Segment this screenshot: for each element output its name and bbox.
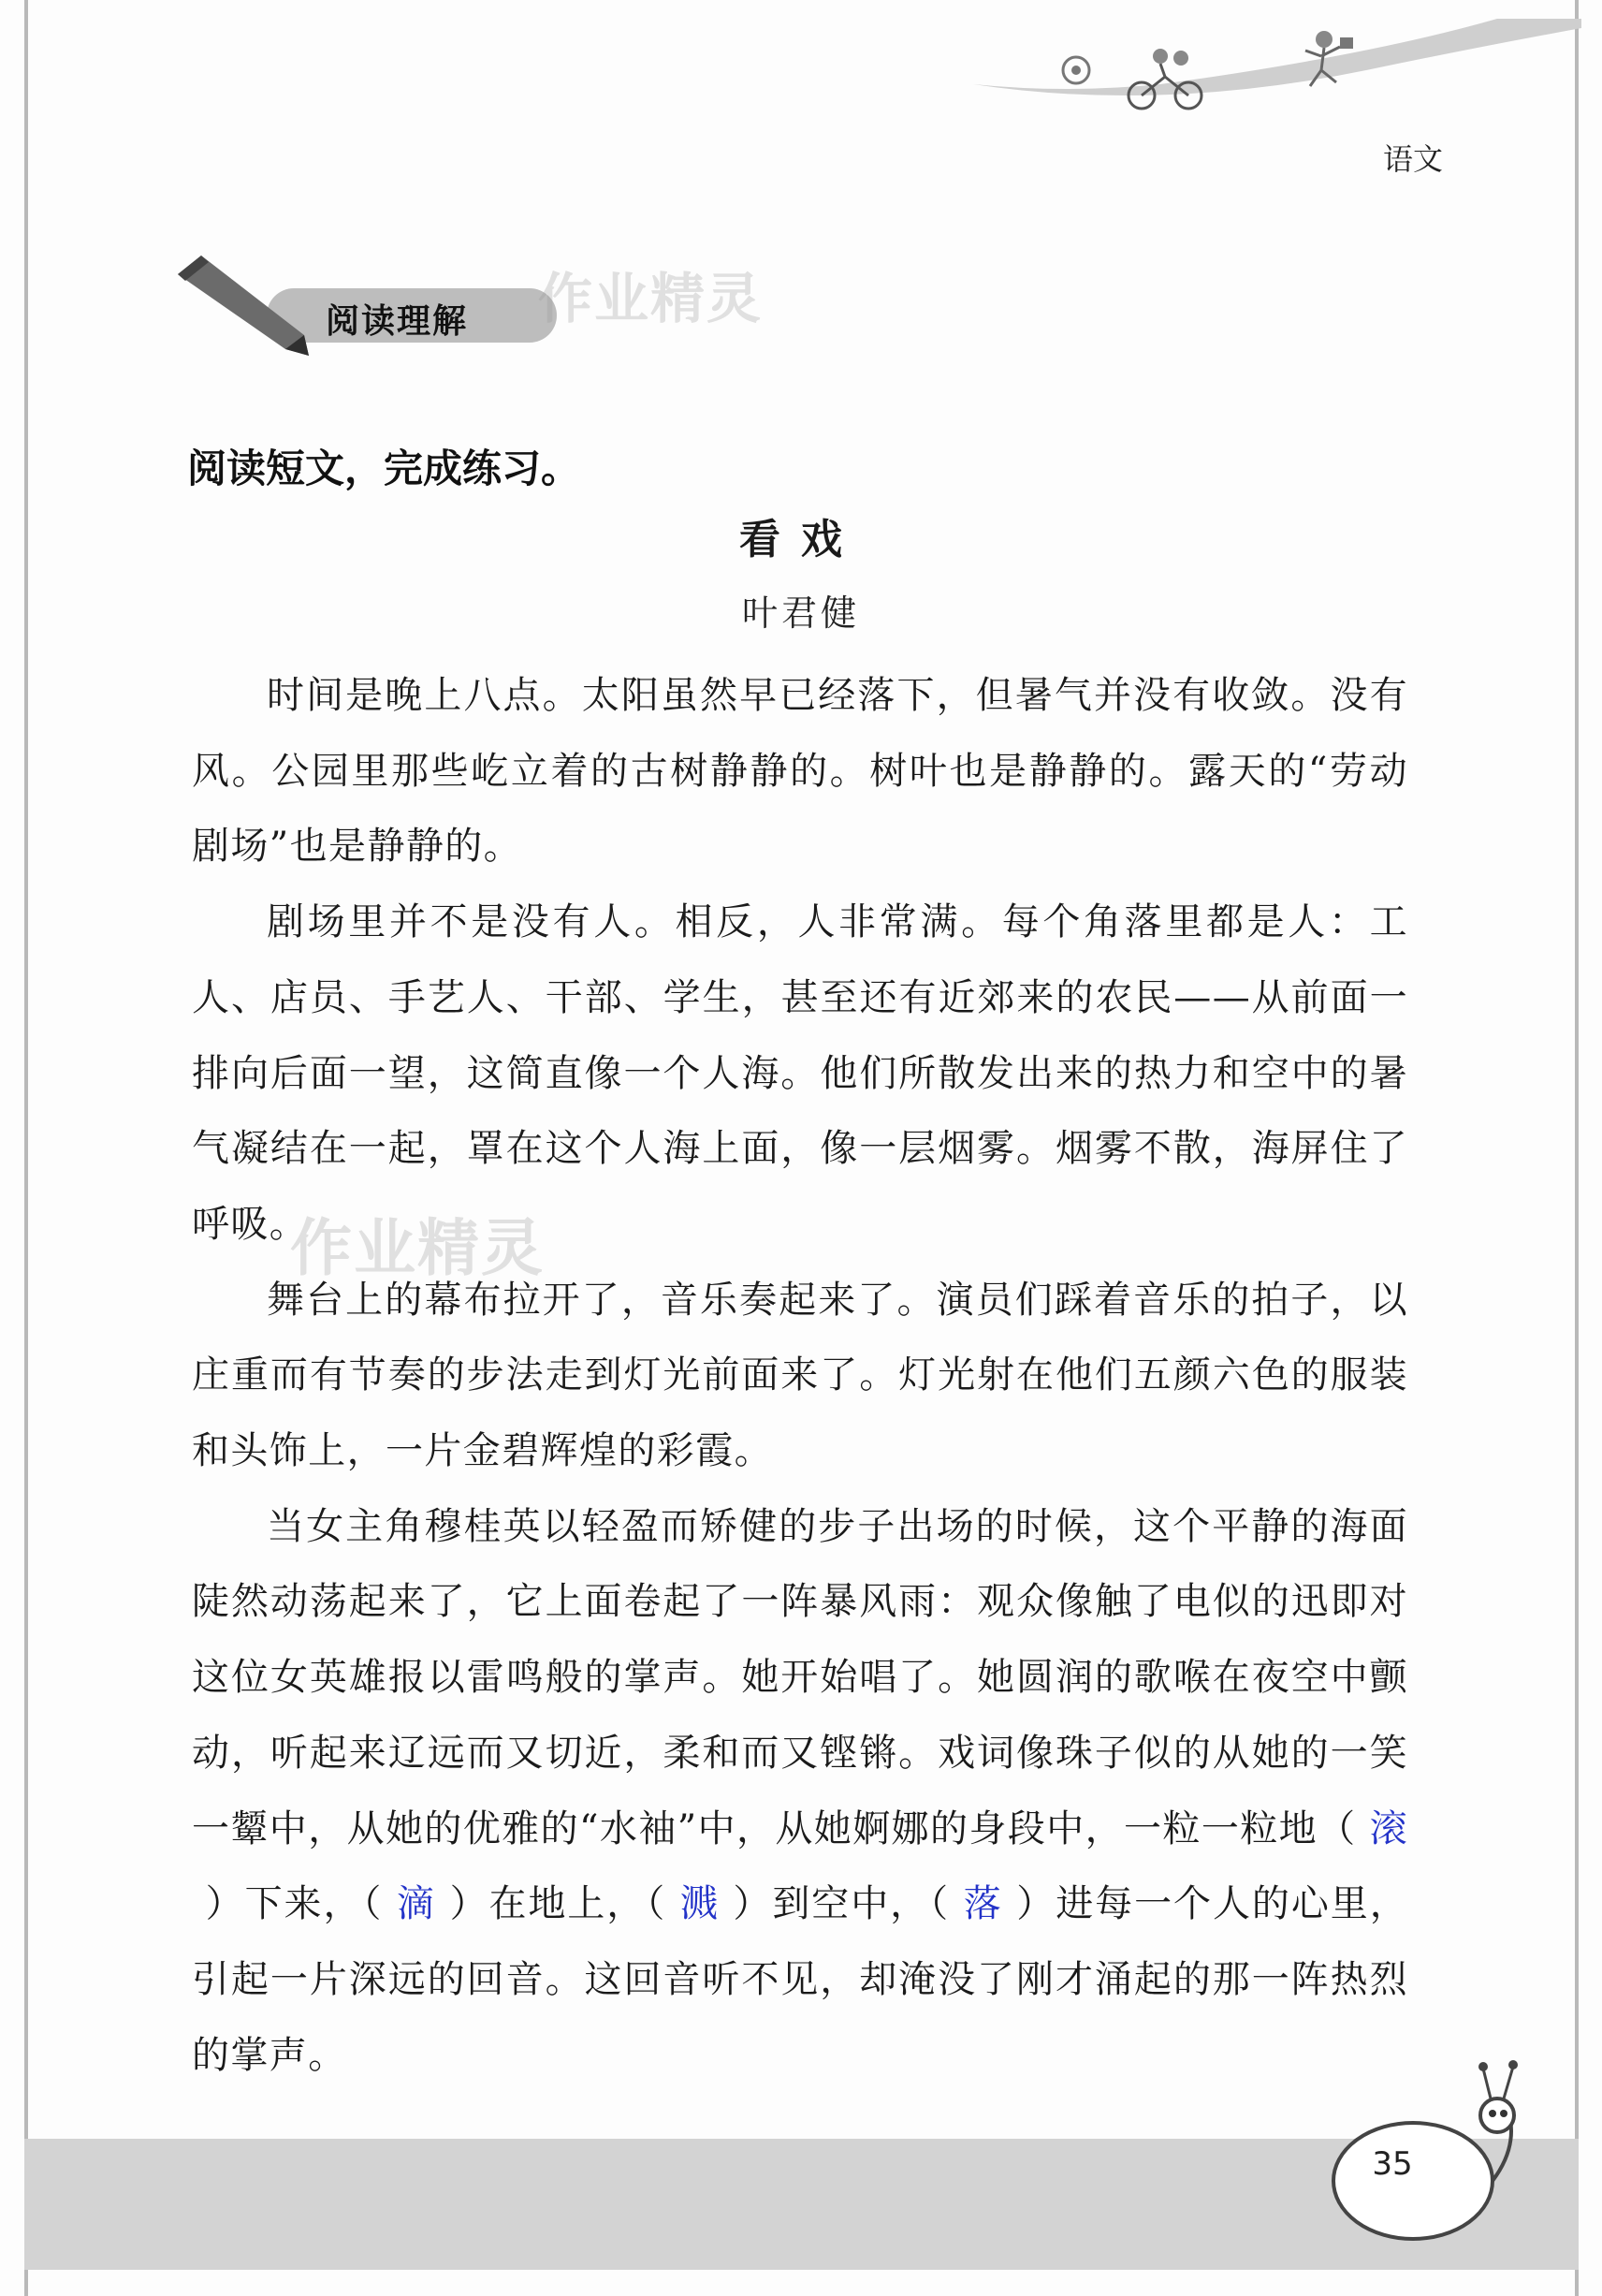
article-body — [192, 658, 1408, 2093]
header-illustration — [973, 19, 1581, 131]
answer-blank[interactable]: 溅 — [679, 1882, 720, 1926]
right-margin-line — [1575, 0, 1579, 2296]
paragraph: 剧场里并不是没有人。相反，人非常满。每个角落里都是人：工人、店员、手艺人、干部、学生，甚至还有近郊来的农民——从前面一排向后面一望，这简直像一个人海。他们所散发出来的热力和空中的暑气凝结在一起，罩在这个人海上面，像一层烟雾。烟雾不散，海屏住了呼吸。 — [192, 900, 1408, 1246]
paragraph: 时间是晚上八点。太阳虽然早已经落下，但暑气并没有收敛。没有风。公园里那些屹立着的古树静静的。树叶也是静静的。露天的“劳动剧场”也是静静的。 — [192, 674, 1408, 869]
answer-blank[interactable]: 滚 — [1369, 1806, 1408, 1850]
article-title: 看戏 — [739, 516, 863, 563]
instruction: 阅读短文，完成练习。 — [187, 446, 581, 491]
paragraph: 舞台上的幕布拉开了，音乐奏起来了。演员们踩着音乐的拍子，以庄重而有节奏的步法走到灯光前面来了。灯光射在他们五颜六色的服装和头饰上，一片金碧辉煌的彩霞。 — [192, 1278, 1408, 1473]
article-author: 叶君健 — [741, 592, 860, 634]
child-icon — [1153, 49, 1168, 64]
left-margin-line — [24, 0, 28, 2296]
answer-blank[interactable]: 落 — [963, 1882, 1003, 1926]
answer-blank[interactable]: 滴 — [396, 1882, 436, 1926]
section-label: 阅读理解 — [326, 302, 469, 341]
watermark: 作业精灵 — [290, 1212, 545, 1284]
page-number: 35 — [1372, 2145, 1413, 2183]
running-child-icon — [1316, 31, 1333, 48]
snail-icon — [1305, 2040, 1539, 2256]
paragraph-with-blanks: 当女主角穆桂英以轻盈而矫健的步子出场的时候，这个平静的海面陡然动荡起来了，它上面卷起了一阵暴风雨：观众像触了电似的迅即对这位女英雄报以雷鸣般的掌声。她开始唱了。她圆润的歌喉在夜空中颤动，听起来辽远而又切近，柔和而又铿锵。戏词像珠子似的从她的一笑一颦中，从她的优雅的“水袖”中，从她婀娜的身段中，一粒一粒地（ 滚 ）下来，（ 滴 ）在地上，（ 溅 ）到空中，（ 落 ）进每一个人的心里，引起一片深远的回音。这回音听不见，却淹没了刚才涌起的那一阵热烈的掌声。 — [192, 1504, 1409, 2077]
watermark: 作业精灵 — [538, 267, 764, 330]
subject-label: 语文 — [1383, 141, 1444, 177]
